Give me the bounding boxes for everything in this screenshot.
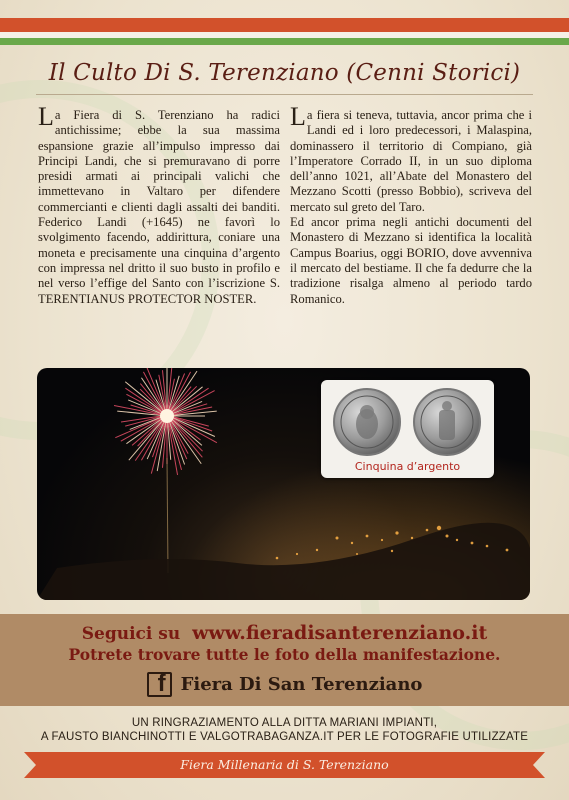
coin-reverse-image: [413, 388, 481, 456]
acknowledgements: [0, 716, 569, 744]
facebook-row[interactable]: [0, 670, 569, 698]
facebook-page-name[interactable]: Fiera Di San Terenziano: [180, 673, 423, 695]
drop-cap: L: [290, 102, 306, 131]
title-divider: [36, 94, 533, 95]
firework-burst: [114, 368, 217, 475]
acknowledgement-line: A FAUSTO BIANCHINOTTI E VALGOTRABAGANZA.IT PER LE FOTOGRAFIE UTILIZZATE: [40, 731, 529, 743]
history-column-right: [290, 102, 532, 307]
flag-stripe-green: [0, 38, 569, 45]
facebook-icon[interactable]: f: [147, 672, 172, 697]
history-paragraph: Ed ancor prima negli antichi documenti del Monastero di Mezzano si identifica la località Campus Boarius, oggi BORIO, dove avvenniva il mercato del bestiame. Il che fa dedurre che la tradizione risalga almeno al periodo tardo Romanico.: [290, 215, 532, 306]
ribbon-text: Fiera Millenaria di S. Terenziano: [180, 757, 389, 772]
history-text: a fiera si teneva, tuttavia, ancor prima che i Landi ed i loro predecessori, i Malaspina, dominassero il territorio di Compiano, già l’Imperatore Corrado II, in un suo diploma dell’anno 1021, all’Abate del Monastero del Mezzano Scotti (presso Bobbio), scriveva del mercato sul greto del Taro.: [290, 108, 532, 214]
website-link[interactable]: www.fieradisanterenziano.it: [192, 622, 488, 644]
coin-image-box: [321, 380, 494, 478]
drop-cap: L: [38, 102, 54, 131]
history-paragraph: [38, 102, 280, 307]
footer-ribbon: [24, 752, 545, 778]
photos-note: Potrete trovare tutte le foto della manifestazione.: [68, 645, 501, 664]
coin-obverse-image: [333, 388, 401, 456]
firework-ray: [129, 420, 163, 460]
follow-prefix: Seguici su: [81, 624, 181, 644]
firework-ray: [121, 416, 161, 422]
acknowledgement-line: UN RINGRAZIAMENTO ALLA DITTA MARIANI IMPIANTI,: [131, 717, 438, 729]
page-title: Il Culto Di S. Terenziano (Cenni Storici): [48, 60, 521, 86]
history-paragraph: [290, 102, 532, 215]
history-text: a Fiera di S. Terenziano ha radici antichissime; ebbe la sua massima espansione grazie all’impulso impresso dai Principi Landi, che si premuravano di porre presidi armati ai principali valichi che immettevano in Valtaro per difendere commercianti e clienti dagli assalti dei banditi. Federico Landi (+1645) ne favorì lo svolgimento facendo, addirittura, coniare una moneta e precisamente una cinquina d’argento con impressa nel dritto il suo busto in profilo e nel verso l’effige del Santo con l’iscrizione S. TERENTIANUS PROTECTOR NOSTER.: [38, 108, 280, 306]
follow-line: [0, 622, 569, 644]
firework-core: [160, 409, 174, 423]
history-column-left: [38, 102, 280, 307]
coin-caption: Cinquina d’argento: [354, 460, 461, 473]
flag-stripe-red: [0, 18, 569, 32]
